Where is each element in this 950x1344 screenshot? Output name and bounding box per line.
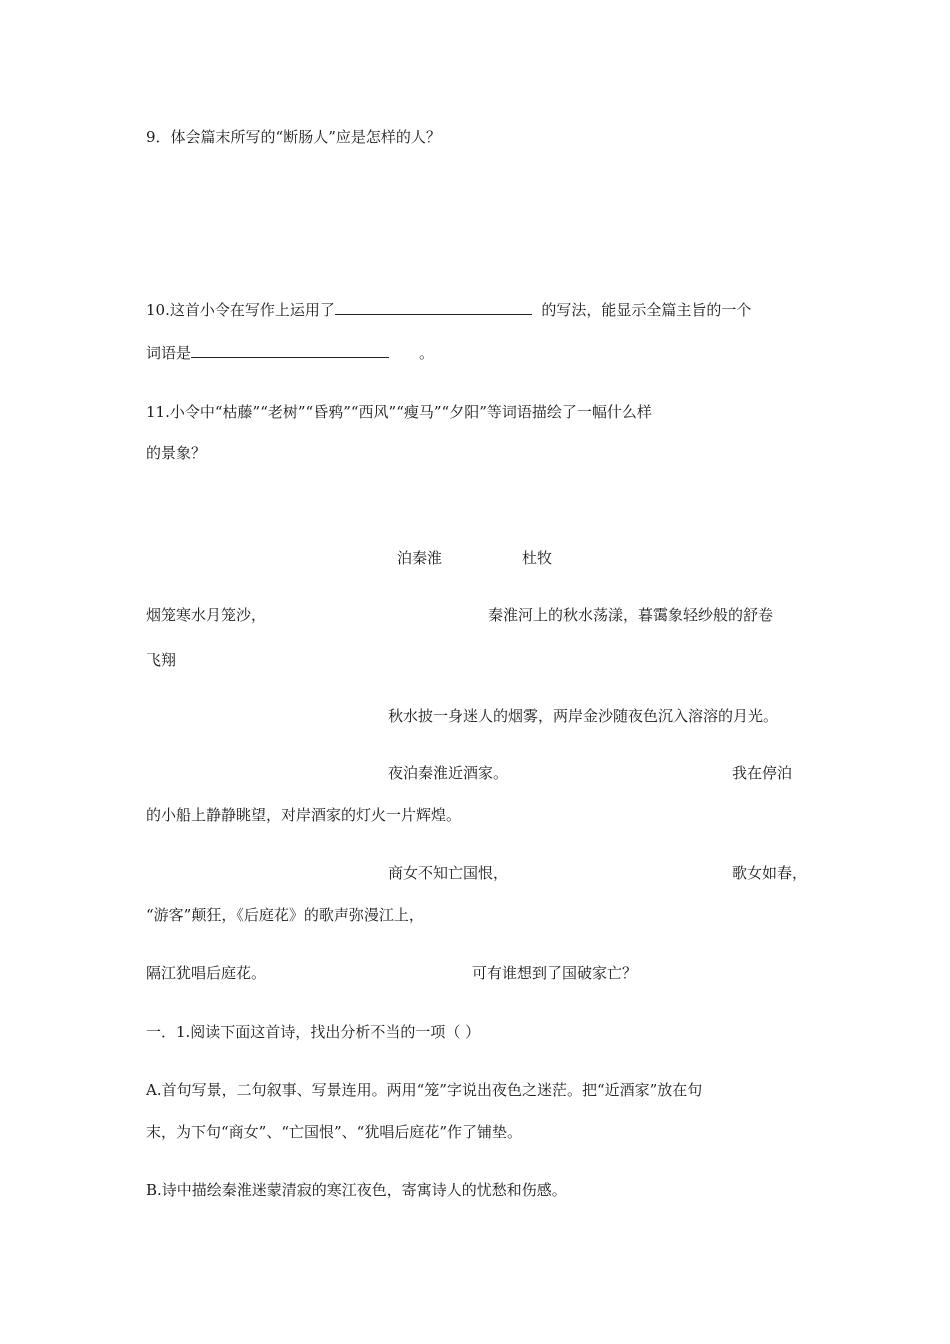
answer-blank-1[interactable] — [335, 300, 532, 315]
poem-title: 泊秦淮 — [397, 549, 443, 567]
translation-2b: 的小船上静静眺望，对岸酒家的灯火一片辉煌。 — [146, 806, 462, 824]
question-9: 9．体会篇末所写的“断肠人”应是怎样的人？ — [146, 128, 441, 146]
translation-2a: 我在停泊 — [732, 764, 793, 782]
question-10-line2-prefix: 词语是 — [146, 344, 192, 362]
question-10-line1 — [146, 300, 751, 320]
answer-blank-2[interactable] — [191, 343, 389, 358]
question-10-line2 — [146, 343, 434, 363]
translation-1a: 秦淮河上的秋水荡漾，暮霭象轻纱般的舒卷 — [488, 606, 774, 624]
poem-line-2: 夜泊秦淮近酒家。 — [388, 764, 509, 782]
question-10-prefix: 10.这首小令在写作上运用了 — [146, 301, 335, 319]
question-11-line2: 的景象？ — [146, 444, 207, 462]
question-10-line2-suffix: 。 — [419, 344, 435, 362]
translation-3b: “游客”颠狂，《后庭花》的歌声弥漫江上， — [146, 906, 424, 924]
translation-1b: 飞翔 — [146, 651, 177, 669]
translation-3a: 歌女如春， — [732, 864, 808, 882]
option-b: B.诗中描绘秦淮迷蒙清寂的寒江夜色，寄寓诗人的忧愁和伤感。 — [146, 1181, 567, 1199]
poem-line-4: 隔江犹唱后庭花。 — [146, 964, 267, 982]
section-1-question: 一．1.阅读下面这首诗，找出分析不当的一项（ ） — [146, 1023, 481, 1041]
poem-line-1: 烟笼寒水月笼沙， — [146, 606, 267, 624]
question-10-suffix: 的写法，能显示全篇主旨的一个 — [541, 301, 752, 319]
option-a-line2: 末，为下句“商女”、“亡国恨”、“犹唱后庭花”作了铺垫。 — [146, 1123, 523, 1141]
option-a-line1: A.首句写景，二句叙事、写景连用。两用“笼”字说出夜色之迷茫。把“近酒家”放在句 — [146, 1081, 703, 1099]
translation-1c: 秋水披一身迷人的烟雾，两岸金沙随夜色沉入溶溶的月光。 — [388, 707, 779, 725]
poem-author: 杜牧 — [522, 549, 553, 567]
poem-line-3: 商女不知亡国恨， — [388, 864, 509, 882]
translation-4: 可有谁想到了国破家亡？ — [472, 964, 638, 982]
question-11-line1: 11.小令中“枯藤”“老树”“昏鸦”“西风”“瘦马”“夕阳”等词语描绘了一幅什么样 — [146, 403, 652, 421]
